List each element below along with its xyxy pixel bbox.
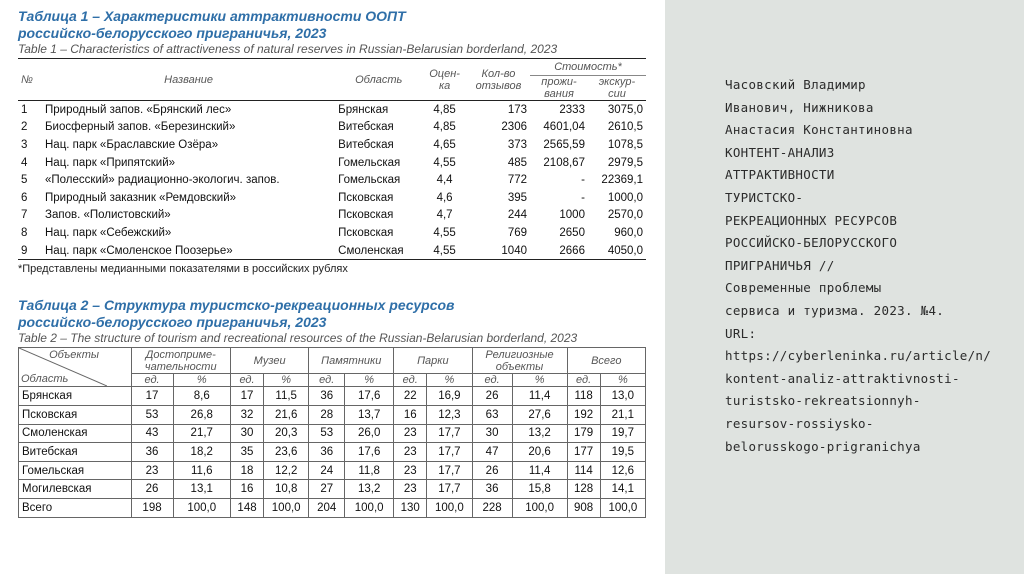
t2-cell-count: 26 <box>472 461 512 480</box>
t2-cell-pct: 17,7 <box>427 443 472 462</box>
t1-cell-name: Нац. парк «Смоленское Поозерье» <box>42 242 335 260</box>
t2-cell-count: 26 <box>131 480 173 499</box>
t1-cell-region: Витебская <box>338 138 394 151</box>
t2-cell-count: 177 <box>567 443 600 462</box>
t1-cell-name: Биосферный запов. «Березинский» <box>45 121 236 134</box>
t2-row <box>19 461 646 480</box>
t1-col-rating: Оцен- ка <box>429 67 460 92</box>
t1-col-stay: прожи- вания <box>541 76 577 100</box>
t2-cell-count: 47 <box>472 443 512 462</box>
t1-cell-name: Нац. парк «Браславские Озёра» <box>45 138 219 151</box>
t1-cell-tour: 2979,5 <box>607 156 643 169</box>
reference-line: Анастасия Константиновна <box>725 122 913 138</box>
t1-cell-region: Псковская <box>338 226 394 239</box>
t2-cell-count: 23 <box>394 480 427 499</box>
t2-cell-pct: 18,2 <box>173 443 230 462</box>
reference-line: belorusskogo-prigranichya <box>725 438 921 454</box>
t2-cell-count: 28 <box>309 405 345 424</box>
t2-cell-count: 128 <box>567 480 600 499</box>
t2-subcol-pct: % <box>345 374 394 387</box>
t2-cell-pct: 10,8 <box>264 480 309 499</box>
t2-cell-count: 198 <box>131 498 173 517</box>
t2-cell-pct: 26,8 <box>173 405 230 424</box>
t1-cell-reviews: 772 <box>507 174 527 187</box>
t1-cell-num: 9 <box>18 242 42 260</box>
reference-line: АТТРАКТИВНОСТИ <box>725 167 835 183</box>
t1-cell-rating: 4,55 <box>422 242 467 260</box>
reference-line: ПРИГРАНИЧЬЯ // <box>725 257 835 273</box>
t2-subcol-unit: ед. <box>394 374 427 387</box>
t1-cell-rating: 4,55 <box>433 156 456 169</box>
t2-subcol-pct: % <box>512 374 567 387</box>
t2-row <box>19 480 646 499</box>
t2-cell-pct: 13,2 <box>345 480 394 499</box>
reference-line: КОНТЕНТ-АНАЛИЗ <box>725 144 835 160</box>
t1-cell-rating: 4,7 <box>436 209 453 222</box>
t1-row <box>18 207 646 225</box>
t1-col-reviews: Кол-во отзывов <box>475 67 522 92</box>
t2-col-group: Достоприме- чательности <box>131 348 230 374</box>
t1-cell-stay: - <box>581 174 585 187</box>
t2-cell-pct: 11,5 <box>264 387 309 406</box>
t2-cell-region: Смоленская <box>19 424 132 443</box>
t2-cell-pct: 11,4 <box>512 461 567 480</box>
t1-cell-stay: 2666 <box>530 242 588 260</box>
t1-cell-num: 1 <box>18 101 42 119</box>
t1-cell-tour: 960,0 <box>614 226 643 239</box>
t2-cell-count: 192 <box>567 405 600 424</box>
t1-row <box>18 189 646 207</box>
t2-cell-pct: 13,7 <box>345 405 394 424</box>
reference-line: РОССИЙСКО-БЕЛОРУССКОГО <box>725 235 898 251</box>
reference-line: Иванович, Нижникова <box>725 99 874 115</box>
t2-cell-pct: 100,0 <box>173 498 230 517</box>
t2-cell-count: 30 <box>472 424 512 443</box>
t2-cell-pct: 23,6 <box>264 443 309 462</box>
t1-cell-num: 7 <box>21 209 28 222</box>
t2-subcol-pct: % <box>173 374 230 387</box>
t2-cell-region: Могилевская <box>19 480 132 499</box>
t1-cell-reviews: 485 <box>507 156 527 169</box>
reference-line: kontent-analiz-attraktivnosti- <box>725 370 960 386</box>
table1-title-en: Table 1 – Characteristics of attractiveness of natural reserves in Russian-Belarusian borderland, 2023 <box>18 42 646 59</box>
t1-row <box>18 136 646 154</box>
t2-cell-pct: 100,0 <box>345 498 394 517</box>
t1-col-tour: экскур- сии <box>598 76 636 100</box>
t1-cell-reviews: 2306 <box>501 121 527 134</box>
t2-corner-cell <box>19 348 132 387</box>
t1-cell-stay: 4601,04 <box>543 121 585 134</box>
t1-cell-rating: 4,6 <box>436 191 453 204</box>
t1-cell-reviews: 244 <box>507 209 527 222</box>
reference-line: ТУРИСТСКО- <box>725 189 804 205</box>
t1-cell-name: Природный заказник «Ремдовский» <box>45 191 237 204</box>
t2-cell-count: 32 <box>230 405 263 424</box>
t2-cell-pct: 26,0 <box>345 424 394 443</box>
t1-cell-region: Псковская <box>338 209 394 222</box>
table1 <box>18 59 646 260</box>
t2-cell-pct: 11,8 <box>345 461 394 480</box>
t2-subcol-unit: ед. <box>567 374 600 387</box>
t2-cell-count: 23 <box>394 443 427 462</box>
t2-cell-pct: 27,6 <box>512 405 567 424</box>
t2-cell-count: 26 <box>472 387 512 406</box>
t1-cell-rating: 4,85 <box>422 101 467 119</box>
t1-col-region: Область <box>355 73 403 86</box>
t2-cell-count: 114 <box>567 461 600 480</box>
table2-title-en: Table 2 – The structure of tourism and recreational resources of the Russian-Belarusian borderland, 2023 <box>18 331 578 346</box>
t1-row <box>18 119 646 137</box>
t1-cell-name: Нац. парк «Себежский» <box>45 226 172 239</box>
table2-title-line1: Таблица 2 – Структура туристско-рекреационных ресурсов <box>18 297 455 314</box>
t2-row <box>19 498 646 517</box>
t1-cell-stay: - <box>581 191 585 204</box>
t2-row <box>19 443 646 462</box>
t2-cell-count: 130 <box>394 498 427 517</box>
t2-cell-pct: 17,6 <box>345 443 394 462</box>
t1-cell-tour: 4050,0 <box>588 242 646 260</box>
t2-cell-count: 908 <box>567 498 600 517</box>
t2-row <box>19 405 646 424</box>
t1-cell-num: 4 <box>21 156 28 169</box>
t1-row <box>18 242 646 260</box>
t2-cell-pct: 21,1 <box>600 405 645 424</box>
t1-cell-region: Брянская <box>335 101 422 119</box>
t2-subcol-unit: ед. <box>309 374 345 387</box>
t2-cell-count: 16 <box>230 480 263 499</box>
t1-cell-rating: 4,55 <box>433 226 456 239</box>
t2-cell-count: 204 <box>309 498 345 517</box>
t2-cell-count: 179 <box>567 424 600 443</box>
t2-cell-count: 63 <box>472 405 512 424</box>
t2-cell-count: 228 <box>472 498 512 517</box>
t1-row <box>18 154 646 172</box>
t2-cell-pct: 8,6 <box>173 387 230 406</box>
t1-cell-reviews: 769 <box>507 226 527 239</box>
t1-cell-num: 8 <box>21 226 28 239</box>
t1-cell-stay: 2333 <box>530 101 588 119</box>
t1-cell-num: 2 <box>21 121 28 134</box>
t2-cell-pct: 13,1 <box>173 480 230 499</box>
t2-col-group: Музеи <box>230 348 308 374</box>
t1-cell-stay: 2565,59 <box>543 138 585 151</box>
t2-cell-region: Всего <box>19 498 132 517</box>
t2-subcol-unit: ед. <box>472 374 512 387</box>
t2-subcol-pct: % <box>427 374 472 387</box>
t1-cell-tour: 3075,0 <box>588 101 646 119</box>
t1-cell-stay: 2108,67 <box>543 156 585 169</box>
t1-row <box>18 101 646 119</box>
t1-cell-reviews: 395 <box>507 191 527 204</box>
t1-cell-region: Витебская <box>338 121 394 134</box>
t2-cell-count: 27 <box>309 480 345 499</box>
t1-cell-reviews: 373 <box>507 138 527 151</box>
t1-cell-tour: 1078,5 <box>607 138 643 151</box>
t1-cell-num: 3 <box>21 138 28 151</box>
t2-cell-count: 18 <box>230 461 263 480</box>
t2-cell-count: 23 <box>394 461 427 480</box>
t2-cell-pct: 16,9 <box>427 387 472 406</box>
t2-cell-count: 17 <box>131 387 173 406</box>
table1-title-line1: Таблица 1 – Характеристики аттрактивности ООПТ <box>18 8 406 24</box>
t2-cell-pct: 13,2 <box>512 424 567 443</box>
t1-cell-name: Природный запов. «Брянский лес» <box>42 101 335 119</box>
t2-corner-objects: Объекты <box>49 349 99 362</box>
table2-title-line2: российско-белорусского приграничья, 2023 <box>18 314 327 331</box>
t1-cell-region: Смоленская <box>335 242 422 260</box>
t1-cell-reviews: 1040 <box>467 242 530 260</box>
t2-cell-pct: 12,3 <box>427 405 472 424</box>
t2-cell-count: 36 <box>472 480 512 499</box>
t2-cell-count: 30 <box>230 424 263 443</box>
t1-cell-tour: 2610,5 <box>607 121 643 134</box>
reference-line: сервиса и туризма. 2023. №4. <box>725 302 945 318</box>
t2-cell-pct: 17,7 <box>427 424 472 443</box>
t2-cell-region: Витебская <box>19 443 132 462</box>
t2-cell-count: 16 <box>394 405 427 424</box>
t2-cell-pct: 100,0 <box>427 498 472 517</box>
table2 <box>18 347 646 517</box>
t2-cell-pct: 15,8 <box>512 480 567 499</box>
t2-cell-count: 36 <box>309 387 345 406</box>
reference-line: resursov-rossiysko- <box>725 415 874 431</box>
t1-cell-name: Нац. парк «Припятский» <box>45 156 176 169</box>
t2-cell-count: 23 <box>131 461 173 480</box>
t2-cell-pct: 19,5 <box>600 443 645 462</box>
tables-document <box>18 8 646 518</box>
t2-cell-pct: 100,0 <box>600 498 645 517</box>
t2-cell-pct: 20,3 <box>264 424 309 443</box>
t2-cell-count: 36 <box>309 443 345 462</box>
t2-cell-pct: 21,6 <box>264 405 309 424</box>
t2-cell-region: Гомельская <box>19 461 132 480</box>
t2-subcol-pct: % <box>600 374 645 387</box>
t1-cell-stay: 2650 <box>559 226 585 239</box>
t1-cell-tour: 22369,1 <box>601 174 643 187</box>
reference-line: turistsko-rekreatsionnyh- <box>725 393 921 409</box>
t2-subcol-unit: ед. <box>230 374 263 387</box>
t1-col-num: № <box>21 73 33 86</box>
t2-cell-pct: 20,6 <box>512 443 567 462</box>
reference-line: URL: <box>725 325 757 341</box>
t1-col-cost: Стоимость* <box>530 59 646 76</box>
t2-cell-count: 148 <box>230 498 263 517</box>
t2-cell-pct: 21,7 <box>173 424 230 443</box>
t2-cell-count: 118 <box>567 387 600 406</box>
t2-cell-count: 53 <box>131 405 173 424</box>
t2-row <box>19 387 646 406</box>
t1-row <box>18 171 646 189</box>
reference-line: https://cyberleninka.ru/article/n/ <box>725 348 992 364</box>
t1-cell-name: «Полесский» радиационно-экологич. запов. <box>45 174 280 187</box>
t2-cell-pct: 13,0 <box>600 387 645 406</box>
t1-cell-rating: 4,4 <box>436 174 453 187</box>
t1-cell-name: Запов. «Полистовский» <box>45 209 171 222</box>
t1-cell-rating: 4,85 <box>433 121 456 134</box>
table1-note: *Представлены медианными показателями в российских рублях <box>18 263 348 276</box>
reference-line: Часовский Владимир <box>725 77 866 92</box>
t2-cell-pct: 12,2 <box>264 461 309 480</box>
t1-cell-rating: 4,65 <box>433 138 456 151</box>
t2-col-group: Парки <box>394 348 472 374</box>
t1-cell-reviews: 173 <box>467 101 530 119</box>
t2-row <box>19 424 646 443</box>
t1-cell-tour: 2570,0 <box>607 209 643 222</box>
t2-subcol-unit: ед. <box>131 374 173 387</box>
t2-col-group: Всего <box>567 348 645 374</box>
t1-cell-region: Гомельская <box>338 156 401 169</box>
t2-cell-count: 36 <box>131 443 173 462</box>
t1-cell-stay: 1000 <box>559 209 585 222</box>
t2-cell-count: 17 <box>230 387 263 406</box>
t2-col-group: Памятники <box>309 348 394 374</box>
t2-cell-pct: 11,6 <box>173 461 230 480</box>
t1-cell-region: Псковская <box>338 191 394 204</box>
t2-cell-count: 53 <box>309 424 345 443</box>
t2-cell-count: 22 <box>394 387 427 406</box>
t2-cell-count: 35 <box>230 443 263 462</box>
t2-cell-count: 23 <box>394 424 427 443</box>
reference-citation <box>725 74 1015 458</box>
t2-col-group: Религиозные объекты <box>472 348 567 374</box>
t2-subcol-pct: % <box>264 374 309 387</box>
t1-cell-num: 5 <box>21 174 28 187</box>
t2-cell-region: Псковская <box>19 405 132 424</box>
t1-cell-tour: 1000,0 <box>607 191 643 204</box>
t2-cell-pct: 100,0 <box>512 498 567 517</box>
t1-col-name: Название <box>164 73 213 86</box>
t2-cell-pct: 17,6 <box>345 387 394 406</box>
table1-title-line2: российско-белорусского приграничья, 2023 <box>18 25 327 41</box>
t1-cell-region: Гомельская <box>338 174 401 187</box>
t2-cell-pct: 17,7 <box>427 480 472 499</box>
t2-cell-pct: 100,0 <box>264 498 309 517</box>
t2-cell-count: 43 <box>131 424 173 443</box>
t1-row <box>18 224 646 242</box>
t2-cell-region: Брянская <box>19 387 132 406</box>
t2-cell-pct: 17,7 <box>427 461 472 480</box>
t2-cell-pct: 11,4 <box>512 387 567 406</box>
t2-cell-pct: 19,7 <box>600 424 645 443</box>
t2-corner-region: Область <box>21 373 69 386</box>
t2-cell-pct: 12,6 <box>600 461 645 480</box>
reference-line: Современные проблемы <box>725 280 882 296</box>
reference-line: РЕКРЕАЦИОННЫХ РЕСУРСОВ <box>725 212 898 228</box>
t2-cell-count: 24 <box>309 461 345 480</box>
t2-cell-pct: 14,1 <box>600 480 645 499</box>
t1-cell-num: 6 <box>21 191 28 204</box>
